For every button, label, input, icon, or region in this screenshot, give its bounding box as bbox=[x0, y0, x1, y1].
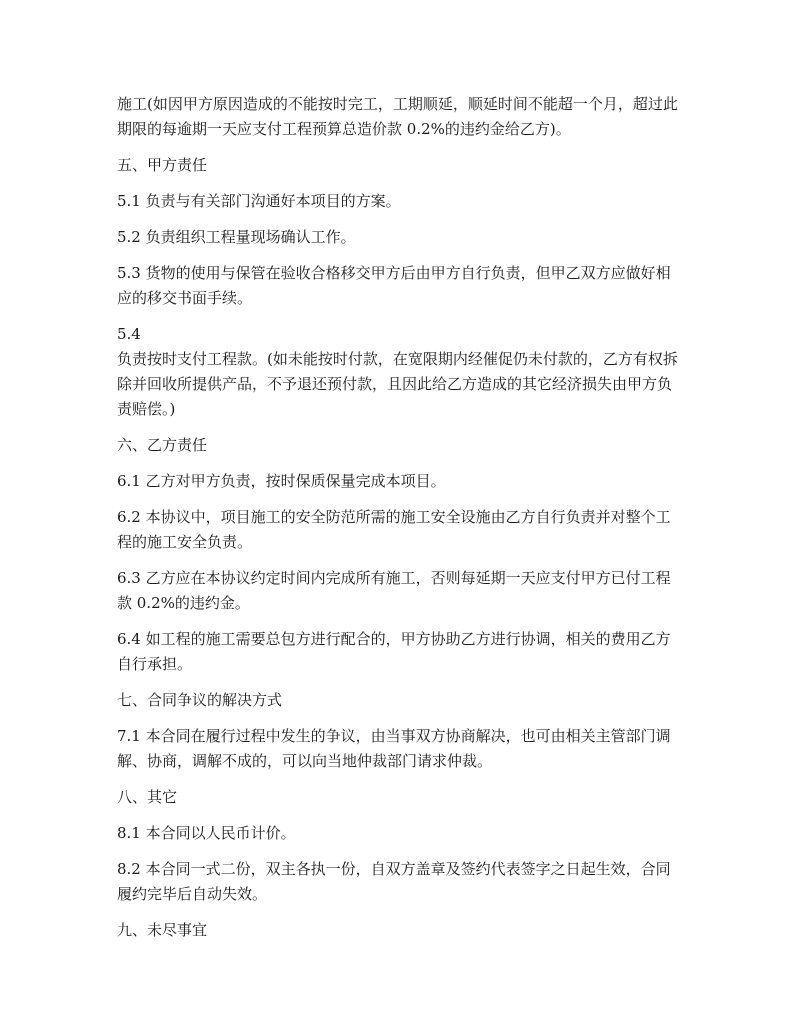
clause-8-2: 8.2 本合同一式二份，双主各执一份，自双方盖章及签约代表签字之日起生效，合同履约完毕后自动失效。 bbox=[117, 860, 671, 903]
clause-5-4: 5.4 负责按时支付工程款。(如未能按时付款，在宽限期内经催促仍未付款的，乙方有权拆除并回收所提供产品，不予退还预付款，且因此给乙方造成的其它经济损失由甲方负责赔偿。) bbox=[117, 325, 678, 418]
clause-6-3: 6.3 乙方应在本协议约定时间内完成所有施工，否则每延期一天应支付甲方已付工程款 0.2%的违约金。 bbox=[117, 569, 671, 612]
section-heading-miscellaneous: 九、未尽事宜 bbox=[117, 921, 208, 939]
clause-5-1: 5.1 负责与有关部门沟通好本项目的方案。 bbox=[117, 192, 401, 210]
section-heading-other: 八、其它 bbox=[117, 788, 178, 806]
clause-7-1: 7.1 本合同在履行过程中发生的争议，由当事双方协商解决，也可由相关主管部门调解、协商，调解不成的，可以向当地仲裁部门请求仲裁。 bbox=[117, 727, 671, 770]
section-heading-dispute-resolution: 七、合同争议的解决方式 bbox=[117, 691, 283, 709]
clause-8-1: 8.1 本合同以人民币计价。 bbox=[117, 824, 296, 842]
clause-6-2: 6.2 本协议中，项目施工的安全防范所需的施工安全设施由乙方自行负责并对整个工程的施工安全负责。 bbox=[117, 508, 671, 551]
section-heading-party-b-duties: 六、乙方责任 bbox=[117, 436, 208, 454]
clause-5-3: 5.3 货物的使用与保管在验收合格移交甲方后由甲方自行负责，但甲乙双方应做好相应的移交书面手续。 bbox=[117, 264, 671, 307]
clause-5-2: 5.2 负责组织工程量现场确认工作。 bbox=[117, 228, 356, 246]
section-heading-party-a-duties: 五、甲方责任 bbox=[117, 156, 208, 174]
clause-6-4: 6.4 如工程的施工需要总包方进行配合的，甲方协助乙方进行协调，相关的费用乙方自行承担。 bbox=[117, 630, 671, 673]
clause-6-1: 6.1 乙方对甲方负责，按时保质保量完成本项目。 bbox=[117, 472, 446, 490]
paragraph-construction-delay: 施工(如因甲方原因造成的不能按时完工，工期顺延，顺延时间不能超一个月，超过此期限的每逾期一天应支付工程预算总造价款 0.2%的违约金给乙方)。 bbox=[117, 95, 678, 138]
document-body bbox=[117, 92, 679, 954]
